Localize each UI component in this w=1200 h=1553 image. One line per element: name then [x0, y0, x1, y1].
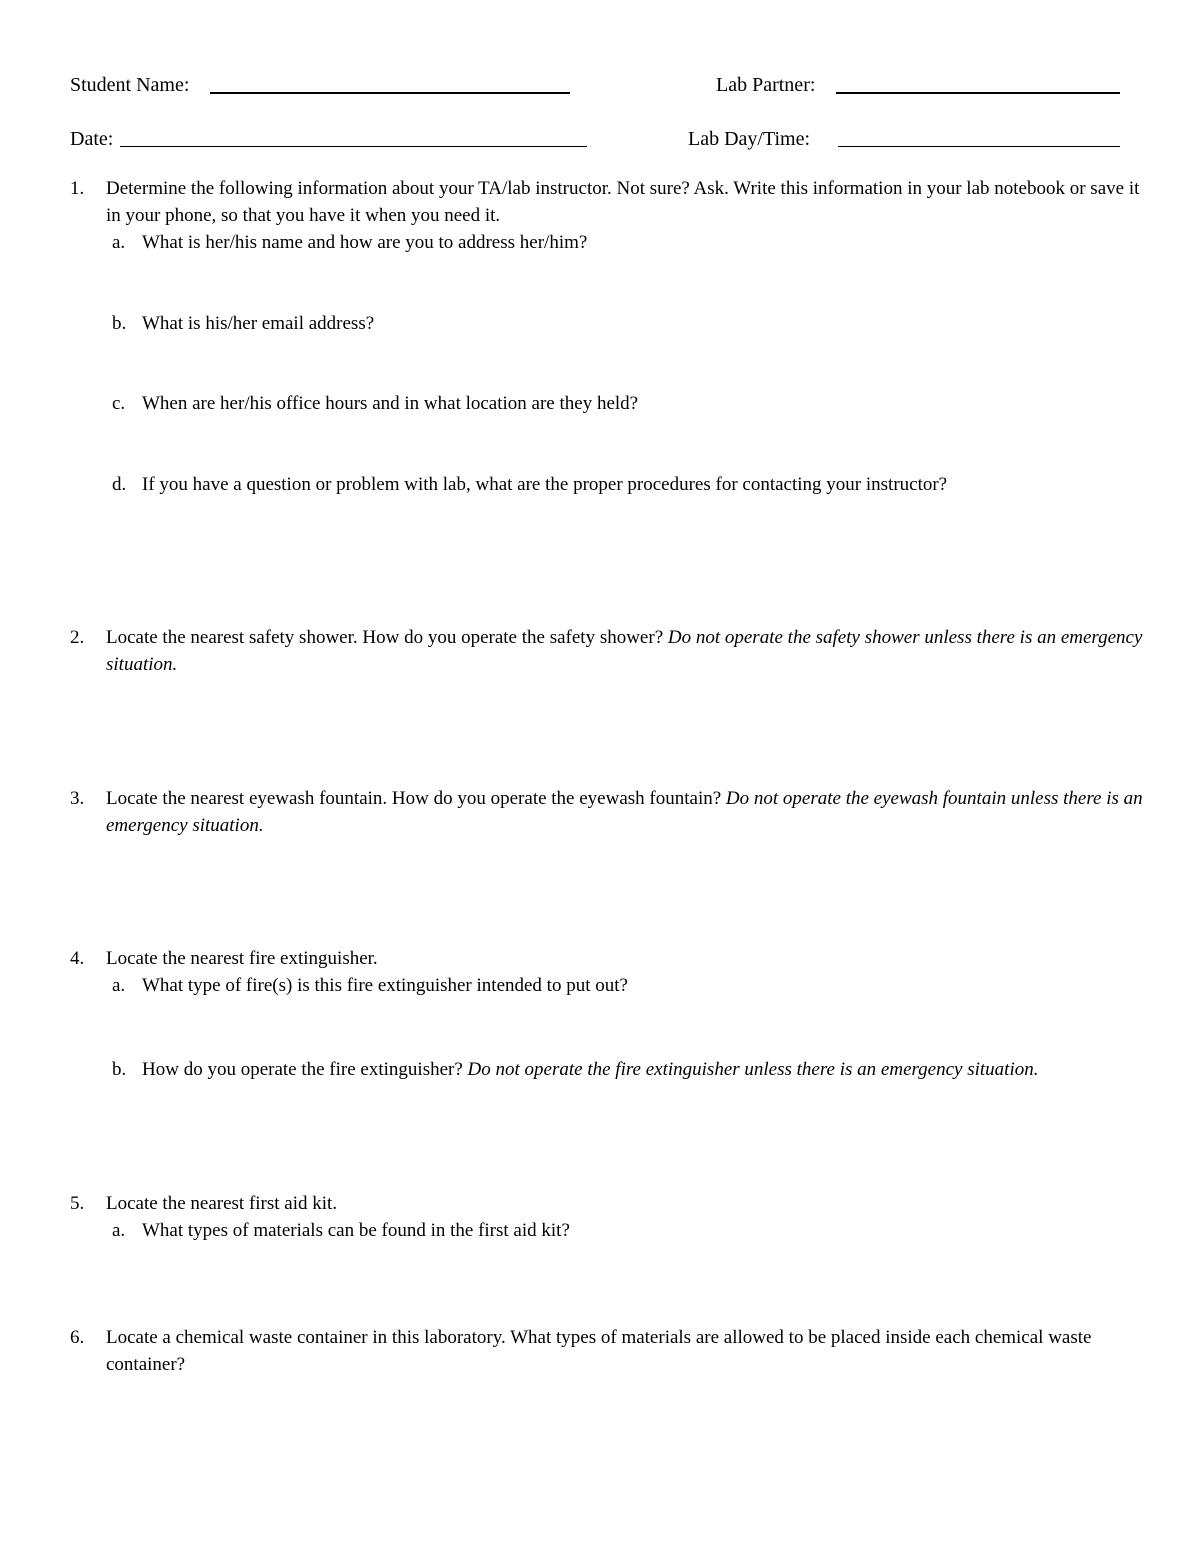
date-field[interactable] — [120, 146, 587, 147]
question-2 — [70, 624, 1150, 678]
safety-warning: Do not operate the fire extinguisher unless there is an emergency situation. — [467, 1059, 1039, 1080]
lab-partner-field[interactable] — [836, 92, 1120, 94]
safety-warning: Do not operate the eyewash fountain unless there is an emergency situation. — [106, 788, 1143, 836]
lab-day-time-field[interactable] — [838, 146, 1120, 147]
student-name-field[interactable] — [210, 92, 570, 94]
question-text: Locate the nearest safety shower. How do you operate the safety shower? Do not operate the safety shower unless there is an emergency situation. — [106, 627, 1143, 675]
question-text: Locate a chemical waste container in this laboratory. What types of materials are allowed to be placed inside each chemical waste container? — [106, 1327, 1092, 1375]
question-1b — [106, 310, 1136, 337]
question-1 — [70, 175, 1150, 229]
question-number: 5. — [70, 1193, 85, 1214]
question-text: Determine the following information about your TA/lab instructor. Not sure? Ask. Write this information in your lab notebook or save it in your phone, so that you have it when you need it. — [106, 178, 1140, 226]
sub-text: How do you operate the fire extinguisher? Do not operate the fire extinguisher unless there is an emergency situation. — [142, 1059, 1039, 1080]
sub-letter: c. — [112, 393, 126, 414]
sub-text: What is his/her email address? — [142, 313, 375, 334]
lab-day-time-label: Lab Day/Time: — [688, 128, 811, 150]
question-number: 1. — [70, 178, 85, 199]
sub-text: What type of fire(s) is this fire extinguisher intended to put out? — [142, 975, 628, 996]
question-text: Locate the nearest first aid kit. — [106, 1193, 338, 1214]
question-text: Locate the nearest eyewash fountain. How do you operate the eyewash fountain? Do not operate the eyewash fountain unless there is an emergency situation. — [106, 788, 1143, 836]
sub-text: When are her/his office hours and in what location are they held? — [142, 393, 639, 414]
sub-text: What types of materials can be found in the first aid kit? — [142, 1220, 570, 1241]
question-1d — [106, 471, 1136, 498]
question-6 — [70, 1324, 1150, 1378]
question-3 — [70, 785, 1150, 839]
question-number: 2. — [70, 627, 85, 648]
question-5 — [70, 1190, 1150, 1217]
sub-letter: b. — [112, 313, 127, 334]
question-5a — [106, 1217, 1136, 1244]
date-label: Date: — [70, 128, 114, 150]
sub-letter: a. — [112, 1220, 126, 1241]
question-number: 6. — [70, 1327, 85, 1348]
sub-letter: a. — [112, 232, 126, 253]
lab-partner-label: Lab Partner: — [716, 74, 816, 96]
question-4b — [106, 1056, 1136, 1083]
sub-text: What is her/his name and how are you to address her/him? — [142, 232, 588, 253]
question-number: 3. — [70, 788, 85, 809]
safety-warning: Do not operate the safety shower unless there is an emergency situation. — [106, 627, 1143, 675]
question-1c — [106, 390, 1136, 417]
question-4 — [70, 945, 1150, 972]
question-1a — [106, 229, 1136, 256]
sub-letter: a. — [112, 975, 126, 996]
question-4a — [106, 972, 1136, 999]
student-name-label: Student Name: — [70, 74, 190, 96]
sub-text: If you have a question or problem with lab, what are the proper procedures for contacting your instructor? — [142, 474, 948, 495]
sub-letter: b. — [112, 1059, 127, 1080]
question-text: Locate the nearest fire extinguisher. — [106, 948, 378, 969]
sub-letter: d. — [112, 474, 127, 495]
question-number: 4. — [70, 948, 85, 969]
